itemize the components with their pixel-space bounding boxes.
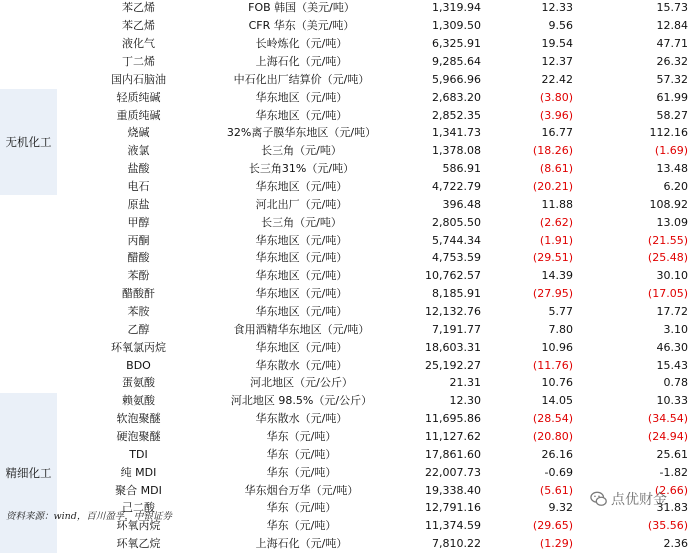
spec-cell: 华东散水（元/吨） xyxy=(220,410,383,428)
category-cell-empty xyxy=(0,196,57,214)
table-row xyxy=(0,53,700,71)
spec-cell: 长三角31%（元/吨） xyxy=(220,160,383,178)
price-cell: 21.31 xyxy=(383,375,495,393)
change-2-cell: -1.82 xyxy=(599,464,700,482)
spec-cell: 华东地区（元/吨） xyxy=(220,267,383,285)
price-cell: 11,695.86 xyxy=(383,410,495,428)
price-cell: 12,791.16 xyxy=(383,500,495,518)
category-cell-empty xyxy=(0,17,57,35)
change-1-cell: (18.26) xyxy=(495,142,599,160)
table-row xyxy=(0,410,700,428)
table-row xyxy=(0,321,700,339)
product-name-cell: 纯 MDI xyxy=(57,464,220,482)
spec-cell: 上海石化（元/吨） xyxy=(220,53,383,71)
price-cell: 4,753.59 xyxy=(383,250,495,268)
change-2-cell: 15.73 xyxy=(599,0,700,17)
change-2-cell: 6.20 xyxy=(599,178,700,196)
table-row xyxy=(0,428,700,446)
change-1-cell: (28.54) xyxy=(495,410,599,428)
table-row xyxy=(0,464,700,482)
spec-cell: 华东地区（元/吨） xyxy=(220,303,383,321)
change-1-cell: (29.65) xyxy=(495,517,599,535)
category-cell: 精细化工 xyxy=(0,392,57,553)
change-1-cell: (1.29) xyxy=(495,535,599,553)
price-cell: 17,861.60 xyxy=(383,446,495,464)
table-row xyxy=(0,267,700,285)
change-1-cell: (27.95) xyxy=(495,285,599,303)
change-2-cell: (1.69) xyxy=(599,142,700,160)
category-cell-empty xyxy=(0,0,57,17)
spec-cell: 河北地区（元/公斤） xyxy=(220,375,383,393)
change-1-cell: (20.21) xyxy=(495,178,599,196)
table-row xyxy=(0,392,700,410)
category-cell-empty xyxy=(0,53,57,71)
product-name-cell: 电石 xyxy=(57,178,220,196)
change-1-cell: (11.76) xyxy=(495,357,599,375)
spec-cell: 上海石化（元/吨） xyxy=(220,535,383,553)
spec-cell: CFR 华东（美元/吨） xyxy=(220,17,383,35)
product-name-cell: 苯胺 xyxy=(57,303,220,321)
change-1-cell: 9.56 xyxy=(495,17,599,35)
change-2-cell: 12.84 xyxy=(599,17,700,35)
change-1-cell: (20.80) xyxy=(495,428,599,446)
spec-cell: 华东地区（元/吨） xyxy=(220,232,383,250)
product-name-cell: 国内石脑油 xyxy=(57,71,220,89)
category-cell-empty xyxy=(0,71,57,89)
change-2-cell: 10.33 xyxy=(599,392,700,410)
price-cell: 7,810.22 xyxy=(383,535,495,553)
product-name-cell: 己二酸 xyxy=(57,500,220,518)
category-cell-empty xyxy=(0,214,57,232)
category-cell-empty xyxy=(0,375,57,393)
table-row xyxy=(0,71,700,89)
spec-cell: 华东地区（元/吨） xyxy=(220,89,383,107)
change-2-cell: 15.43 xyxy=(599,357,700,375)
category-cell-empty xyxy=(0,321,57,339)
change-2-cell: (35.56) xyxy=(599,517,700,535)
table-row xyxy=(0,107,700,125)
change-2-cell: 13.48 xyxy=(599,160,700,178)
table-row xyxy=(0,250,700,268)
product-name-cell: 环氧乙烷 xyxy=(57,535,220,553)
product-name-cell: 苯乙烯 xyxy=(57,17,220,35)
price-cell: 1,341.73 xyxy=(383,125,495,143)
change-1-cell: 12.37 xyxy=(495,53,599,71)
change-1-cell: 16.77 xyxy=(495,125,599,143)
product-name-cell: 重质纯碱 xyxy=(57,107,220,125)
spec-cell: 华东散水（元/吨） xyxy=(220,357,383,375)
table-row xyxy=(0,357,700,375)
table-row xyxy=(0,214,700,232)
table-row xyxy=(0,125,700,143)
product-name-cell: 烧碱 xyxy=(57,125,220,143)
change-1-cell: (8.61) xyxy=(495,160,599,178)
product-name-cell: 硬泡聚醚 xyxy=(57,428,220,446)
change-2-cell: 0.78 xyxy=(599,375,700,393)
price-cell: 18,603.31 xyxy=(383,339,495,357)
spec-cell: 长三角（元/吨） xyxy=(220,142,383,160)
price-cell: 25,192.27 xyxy=(383,357,495,375)
wechat-icon xyxy=(590,490,608,508)
spec-cell: 华东地区（元/吨） xyxy=(220,107,383,125)
spec-cell: 长岭炼化（元/吨） xyxy=(220,35,383,53)
change-1-cell: 11.88 xyxy=(495,196,599,214)
table-row xyxy=(0,160,700,178)
price-cell: 11,374.59 xyxy=(383,517,495,535)
spec-cell: 华东（元/吨） xyxy=(220,428,383,446)
category-cell-empty xyxy=(0,250,57,268)
change-1-cell: (3.80) xyxy=(495,89,599,107)
price-cell: 2,805.50 xyxy=(383,214,495,232)
table-row xyxy=(0,142,700,160)
spec-cell: FOB 韩国（美元/吨） xyxy=(220,0,383,17)
product-name-cell: 轻质纯碱 xyxy=(57,89,220,107)
change-1-cell: 7.80 xyxy=(495,321,599,339)
category-cell-empty xyxy=(0,303,57,321)
change-2-cell: (25.48) xyxy=(599,250,700,268)
price-cell: 10,762.57 xyxy=(383,267,495,285)
change-1-cell: 22.42 xyxy=(495,71,599,89)
product-name-cell: 醋酸 xyxy=(57,250,220,268)
change-2-cell: 112.16 xyxy=(599,125,700,143)
category-cell-empty xyxy=(0,267,57,285)
change-1-cell: 14.05 xyxy=(495,392,599,410)
source-note: 资料来源：wind，百川盈孚，中银证券 xyxy=(6,511,172,522)
change-1-cell: (1.91) xyxy=(495,232,599,250)
change-1-cell: 9.32 xyxy=(495,500,599,518)
spec-cell: 华东地区（元/吨） xyxy=(220,339,383,357)
change-1-cell: 14.39 xyxy=(495,267,599,285)
category-cell-empty xyxy=(0,285,57,303)
price-cell: 396.48 xyxy=(383,196,495,214)
product-name-cell: 苯乙烯 xyxy=(57,0,220,17)
table-row xyxy=(0,178,700,196)
price-cell: 12.30 xyxy=(383,392,495,410)
price-cell: 7,191.77 xyxy=(383,321,495,339)
change-2-cell: 26.32 xyxy=(599,53,700,71)
price-cell: 5,744.34 xyxy=(383,232,495,250)
spec-cell: 华东（元/吨） xyxy=(220,500,383,518)
price-cell: 22,007.73 xyxy=(383,464,495,482)
product-name-cell: 环氧氯丙烷 xyxy=(57,339,220,357)
change-1-cell: 5.77 xyxy=(495,303,599,321)
product-name-cell: TDI xyxy=(57,446,220,464)
change-2-cell: 61.99 xyxy=(599,89,700,107)
spec-cell: 华东地区（元/吨） xyxy=(220,285,383,303)
product-name-cell: 聚合 MDI xyxy=(57,482,220,500)
change-1-cell: -0.69 xyxy=(495,464,599,482)
change-2-cell: 108.92 xyxy=(599,196,700,214)
spec-cell: 河北地区 98.5%（元/公斤） xyxy=(220,392,383,410)
table-row xyxy=(0,535,700,553)
table-row xyxy=(0,446,700,464)
change-1-cell: 26.16 xyxy=(495,446,599,464)
change-1-cell: 10.76 xyxy=(495,375,599,393)
product-name-cell: 甲醇 xyxy=(57,214,220,232)
price-cell: 8,185.91 xyxy=(383,285,495,303)
price-cell: 2,683.20 xyxy=(383,89,495,107)
table-row xyxy=(0,339,700,357)
product-name-cell: 液化气 xyxy=(57,35,220,53)
price-cell: 6,325.91 xyxy=(383,35,495,53)
change-2-cell: 47.71 xyxy=(599,35,700,53)
change-2-cell: (17.05) xyxy=(599,285,700,303)
table-row xyxy=(0,196,700,214)
product-name-cell: 苯酚 xyxy=(57,267,220,285)
table-row xyxy=(0,285,700,303)
change-1-cell: (3.96) xyxy=(495,107,599,125)
spec-cell: 华东地区（元/吨） xyxy=(220,178,383,196)
spec-cell: 食用酒精华东地区（元/吨） xyxy=(220,321,383,339)
price-cell: 1,309.50 xyxy=(383,17,495,35)
category-cell-empty xyxy=(0,357,57,375)
change-2-cell: (21.55) xyxy=(599,232,700,250)
change-1-cell: (2.62) xyxy=(495,214,599,232)
table-row xyxy=(0,89,700,107)
spec-cell: 长三角（元/吨） xyxy=(220,214,383,232)
change-2-cell: 25.61 xyxy=(599,446,700,464)
price-cell: 11,127.62 xyxy=(383,428,495,446)
product-name-cell: 液氯 xyxy=(57,142,220,160)
table-row xyxy=(0,375,700,393)
change-2-cell: (2.66) xyxy=(599,482,700,500)
change-1-cell: 19.54 xyxy=(495,35,599,53)
watermark-text: 点优财金 xyxy=(611,492,667,508)
change-1-cell: (5.61) xyxy=(495,482,599,500)
spec-cell: 华东地区（元/吨） xyxy=(220,250,383,268)
price-cell: 9,285.64 xyxy=(383,53,495,71)
change-2-cell: 58.27 xyxy=(599,107,700,125)
change-2-cell: (34.54) xyxy=(599,410,700,428)
price-cell: 2,852.35 xyxy=(383,107,495,125)
change-1-cell: (29.51) xyxy=(495,250,599,268)
spec-cell: 华东烟台万华（元/吨） xyxy=(220,482,383,500)
change-2-cell: 57.32 xyxy=(599,71,700,89)
change-2-cell: 31.83 xyxy=(599,500,700,518)
price-cell: 4,722.79 xyxy=(383,178,495,196)
price-cell: 19,338.40 xyxy=(383,482,495,500)
category-cell-empty xyxy=(0,232,57,250)
product-name-cell: 乙醇 xyxy=(57,321,220,339)
price-cell: 586.91 xyxy=(383,160,495,178)
table-row xyxy=(0,17,700,35)
spec-cell: 华东（元/吨） xyxy=(220,464,383,482)
table-row xyxy=(0,303,700,321)
change-2-cell: 13.09 xyxy=(599,214,700,232)
spec-cell: 华东（元/吨） xyxy=(220,517,383,535)
table-row xyxy=(0,232,700,250)
change-2-cell: 17.72 xyxy=(599,303,700,321)
product-name-cell: 软泡聚醚 xyxy=(57,410,220,428)
watermark xyxy=(590,486,698,512)
change-1-cell: 10.96 xyxy=(495,339,599,357)
price-cell: 12,132.76 xyxy=(383,303,495,321)
change-2-cell: 46.30 xyxy=(599,339,700,357)
product-name-cell: 丙酮 xyxy=(57,232,220,250)
change-2-cell: (24.94) xyxy=(599,428,700,446)
price-cell: 5,966.96 xyxy=(383,71,495,89)
change-2-cell: 30.10 xyxy=(599,267,700,285)
change-2-cell: 3.10 xyxy=(599,321,700,339)
spec-cell: 华东（元/吨） xyxy=(220,446,383,464)
spec-cell: 中石化出厂结算价（元/吨） xyxy=(220,71,383,89)
spec-cell: 32%离子膜华东地区（元/吨） xyxy=(220,125,383,143)
product-name-cell: 丁二烯 xyxy=(57,53,220,71)
product-name-cell: 原盐 xyxy=(57,196,220,214)
product-name-cell: BDO xyxy=(57,357,220,375)
table-row xyxy=(0,35,700,53)
table-row xyxy=(0,0,700,17)
change-2-cell: 2.36 xyxy=(599,535,700,553)
category-cell-empty xyxy=(0,35,57,53)
change-1-cell: 12.33 xyxy=(495,0,599,17)
product-name-cell: 醋酸酐 xyxy=(57,285,220,303)
price-cell: 1,319.94 xyxy=(383,0,495,17)
product-name-cell: 赖氨酸 xyxy=(57,392,220,410)
category-cell-empty xyxy=(0,339,57,357)
product-name-cell: 环氧丙烷 xyxy=(57,517,220,535)
category-cell: 无机化工 xyxy=(0,89,57,196)
product-name-cell: 盐酸 xyxy=(57,160,220,178)
price-cell: 1,378.08 xyxy=(383,142,495,160)
spec-cell: 河北出厂（元/吨） xyxy=(220,196,383,214)
product-name-cell: 蛋氨酸 xyxy=(57,375,220,393)
